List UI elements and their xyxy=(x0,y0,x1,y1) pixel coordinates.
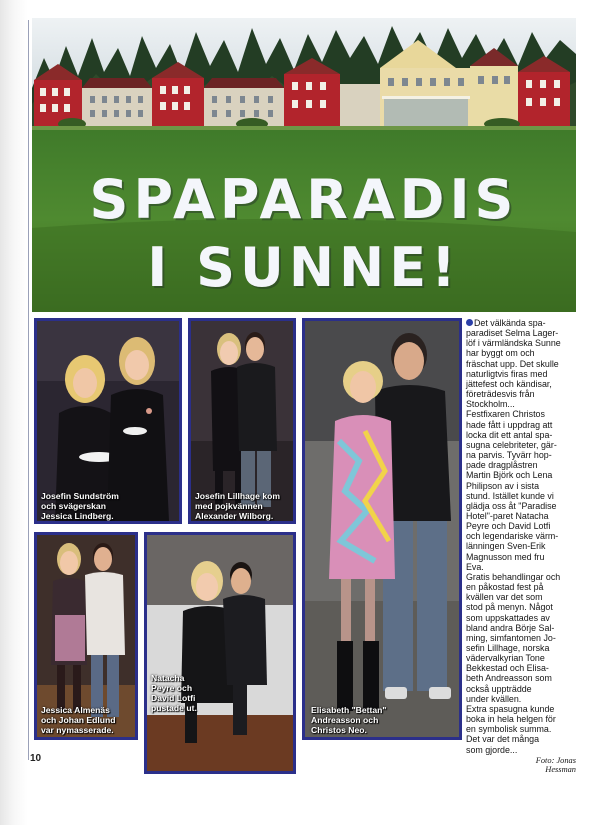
article-line: locka dit ett antal spa- xyxy=(466,429,553,440)
article-line: stod på menyn. Något xyxy=(466,602,553,613)
article-line: boka in hela helgen för xyxy=(466,714,556,725)
photo-peyre-lotfi xyxy=(144,532,296,774)
article-line: och legendariske värm- xyxy=(466,531,559,542)
photo-caption xyxy=(195,491,280,521)
article-line: na parvis. Tyvärr hop- xyxy=(466,450,552,461)
article-line: fräschat upp. Det skulle xyxy=(466,358,559,369)
photo-caption xyxy=(41,705,115,735)
photo-lillhage-wilborg xyxy=(188,318,296,524)
article-line: Bekkestad och Elisa- xyxy=(466,663,549,674)
article-body xyxy=(466,318,576,775)
photo-caption xyxy=(151,673,197,713)
headline-line-1: SPAPARADIS xyxy=(89,168,519,231)
headline-line-2: I SUNNE! xyxy=(147,236,461,299)
photo-andreasson-neo xyxy=(302,318,462,740)
article-line: pade dragplåstren xyxy=(466,460,538,471)
article-line: som uppskattades av xyxy=(466,612,550,623)
photo-credit-line: Hessman xyxy=(545,765,576,775)
article-line: beth Andreasson som xyxy=(466,673,552,684)
article-line: sugna celebriteter, gär- xyxy=(466,439,557,450)
article-line: Eva. xyxy=(466,561,484,572)
article-line: Philipson av i sista xyxy=(466,480,540,491)
article-line: Martin Björk och Lena xyxy=(466,470,553,481)
caption-line: pustade ut. xyxy=(151,703,197,713)
caption-line: Josefin Lillhage kom xyxy=(195,491,281,501)
article-line: som gjorde... xyxy=(466,744,518,755)
article-line: Magnusson med fru xyxy=(466,551,545,562)
article-line: en symbolisk summa. xyxy=(466,724,552,735)
article-line: Festfixaren Christos xyxy=(466,409,545,420)
article-line: Extra spasugna kunde xyxy=(466,703,555,714)
article-line: också uppträdde xyxy=(466,683,532,694)
caption-line: Jessica Almenäs xyxy=(41,705,110,715)
article-line: företrädesvis från xyxy=(466,389,535,400)
photo-sundstrom-lindberg xyxy=(34,318,182,524)
article-line: paradiset Selma Lager- xyxy=(466,328,559,339)
article-line: har byggt om och xyxy=(466,348,535,359)
article-line: kvällen var det som xyxy=(466,592,543,603)
article-first-line xyxy=(466,318,576,328)
caption-line: och Johan Edlund xyxy=(41,715,116,725)
article-line: naturligtvis firas med xyxy=(466,368,548,379)
caption-line: Alexander Wilborg. xyxy=(195,511,274,521)
photo-credit xyxy=(466,756,576,775)
caption-line: med pojkvännen xyxy=(195,501,263,511)
article-line: länningen Sven-Erik xyxy=(466,541,546,552)
caption-line: och svägerskan xyxy=(41,501,106,511)
article-line: jättefest och kändisar, xyxy=(466,378,552,389)
article-line: Gratis behandlingar och xyxy=(466,571,561,582)
article-line: under kvällen. xyxy=(466,693,522,704)
article-line: en påkostad fest på xyxy=(466,582,544,593)
caption-line: Christos Neo. xyxy=(311,725,367,735)
article-line: Peyre och David Lotfi xyxy=(466,521,551,532)
article-line: sefin Lillhage, norska xyxy=(466,643,550,653)
caption-line: var nymasserade. xyxy=(41,725,114,735)
page-binding-shadow xyxy=(0,0,28,825)
photo-credit-line: Foto: Jonas xyxy=(535,755,576,765)
article-line: stund. Istället kunde vi xyxy=(466,490,554,501)
article-line: ming, simfantomen Jo- xyxy=(466,632,556,643)
photo-illustration xyxy=(305,321,459,737)
photo-caption xyxy=(311,705,386,735)
bullet-icon xyxy=(466,319,473,326)
caption-line: Peyre och xyxy=(151,683,193,693)
caption-line: Josefin Sundström xyxy=(41,491,119,501)
hero-photo xyxy=(32,18,576,312)
caption-line: David Lotfi xyxy=(151,693,196,703)
caption-line: Jessica Lindberg. xyxy=(41,511,114,521)
article-line: Stockholm... xyxy=(466,399,515,410)
photo-illustration xyxy=(147,535,293,771)
article-line: löf i värmländska Sunne xyxy=(466,338,561,349)
article-line: bland andra Börje Sal- xyxy=(466,622,555,633)
article-line: vädervalkyrian Tone xyxy=(466,653,545,664)
caption-line: Elisabeth "Bettan" xyxy=(311,705,387,715)
article-line: hade fått i uppdrag att xyxy=(466,419,553,430)
page-number: 10 xyxy=(30,753,42,764)
article-line: Det var det många xyxy=(466,734,540,745)
caption-line: Andreasson och xyxy=(311,715,379,725)
page-rule xyxy=(28,20,29,760)
caption-line: Natacha xyxy=(151,673,185,683)
article-line: Hotel"-paret Natacha xyxy=(466,510,549,521)
article-lines xyxy=(466,328,576,755)
photo-caption xyxy=(41,491,119,521)
photo-almenas-edlund xyxy=(34,532,138,740)
article-line: glädja oss åt "Paradise xyxy=(466,500,557,511)
article-line: Det välkända spa- xyxy=(474,318,546,328)
